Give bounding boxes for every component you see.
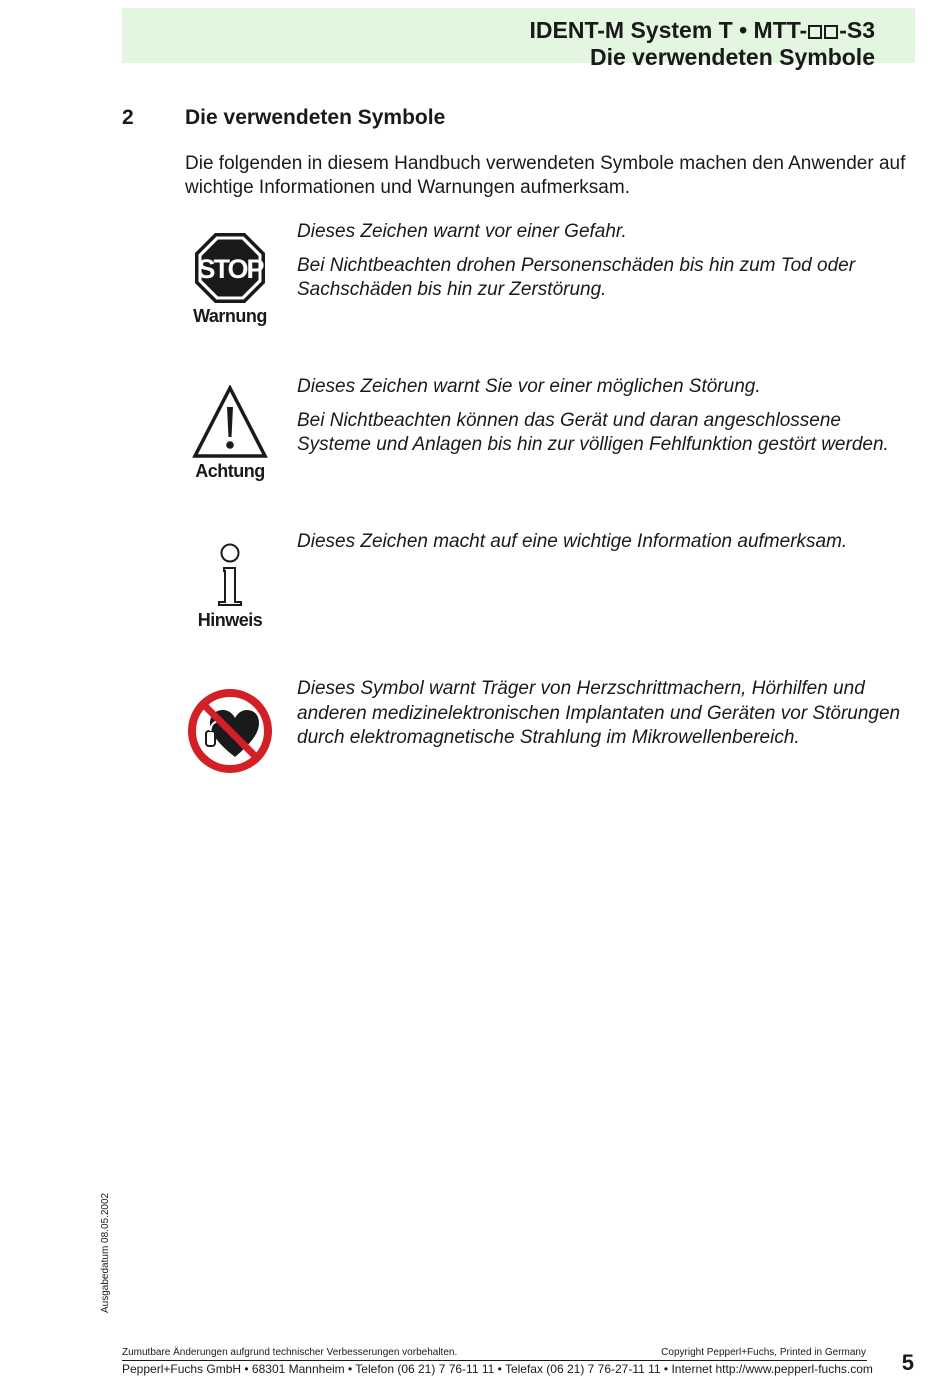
intro-paragraph: Die folgenden in diesem Handbuch verwendeten Symbole machen den Anwender auf wichtige Informationen und Warnungen aufmerksam. <box>185 153 906 198</box>
info-i-icon <box>185 542 275 631</box>
placeholder-box <box>808 25 822 39</box>
issue-date: Ausgabedatum 08.05.2002 <box>100 1192 111 1313</box>
symbol-label: Warnung <box>193 306 267 326</box>
page-number: 5 <box>901 1350 914 1375</box>
symbol-description <box>297 677 907 760</box>
header-bar <box>122 8 915 70</box>
section-title: Die verwendeten Symbole <box>185 106 446 129</box>
section-number: 2 <box>122 106 134 129</box>
symbol-description <box>297 220 907 312</box>
symbol-text-line: Dieses Zeichen macht auf eine wichtige Information aufmerksam. <box>297 531 848 552</box>
header-line-1-suffix: -S3 <box>839 17 875 43</box>
symbol-text-line: Dieses Zeichen warnt vor einer Gefahr. <box>297 221 627 242</box>
header-line-2: Die verwendeten Symbole <box>589 44 875 70</box>
symbol-description <box>297 375 907 467</box>
symbol-text-line: Bei Nichtbeachten können das Gerät und daran angeschlossene Systeme und Anlagen bis hin zur völligen Fehlfunktion gestört werden. <box>297 409 889 455</box>
symbol-label: Achtung <box>195 461 265 481</box>
symbol-text-line: Bei Nichtbeachten drohen Personenschäden bis hin zum Tod oder Sachschäden bis hin zur Zerstörung. <box>297 254 856 300</box>
placeholder-box <box>824 25 838 39</box>
symbol-text-line: Dieses Symbol warnt Träger von Herzschrittmachern, Hörhilfen und anderen medizinelektronischen Implantaten und Geräten vor Störungen durch elektromagnetische Strahlung im Mikrowellenbereich. <box>297 678 901 748</box>
warning-triangle-icon <box>185 385 275 482</box>
symbol-label: Hinweis <box>197 610 263 630</box>
header-line-1 <box>530 17 875 44</box>
footer-disclaimer: Zumutbare Änderungen aufgrund technischer Verbesserungen vorbehalten. <box>122 1347 458 1358</box>
footer-divider <box>122 1360 867 1361</box>
symbol-description <box>297 530 907 564</box>
header-title <box>530 17 875 71</box>
pacemaker-prohibition-icon <box>185 687 275 775</box>
footer-contact: Pepperl+Fuchs GmbH • 68301 Mannheim • Telefon (06 21) 7 76-11 11 • Telefax (06 21) 7 76-27-11 11 • Internet http://www.pepperl-fuchs.com <box>122 1362 873 1376</box>
symbol-text-line: Dieses Zeichen warnt Sie vor einer möglichen Störung. <box>297 376 761 397</box>
header-line-1-prefix: IDENT-M System T • MTT- <box>529 17 808 43</box>
stop-sign-icon <box>185 232 275 327</box>
footer-copyright: Copyright Pepperl+Fuchs, Printed in Germany <box>661 1347 866 1358</box>
stop-sign-text: STOP <box>197 254 263 284</box>
